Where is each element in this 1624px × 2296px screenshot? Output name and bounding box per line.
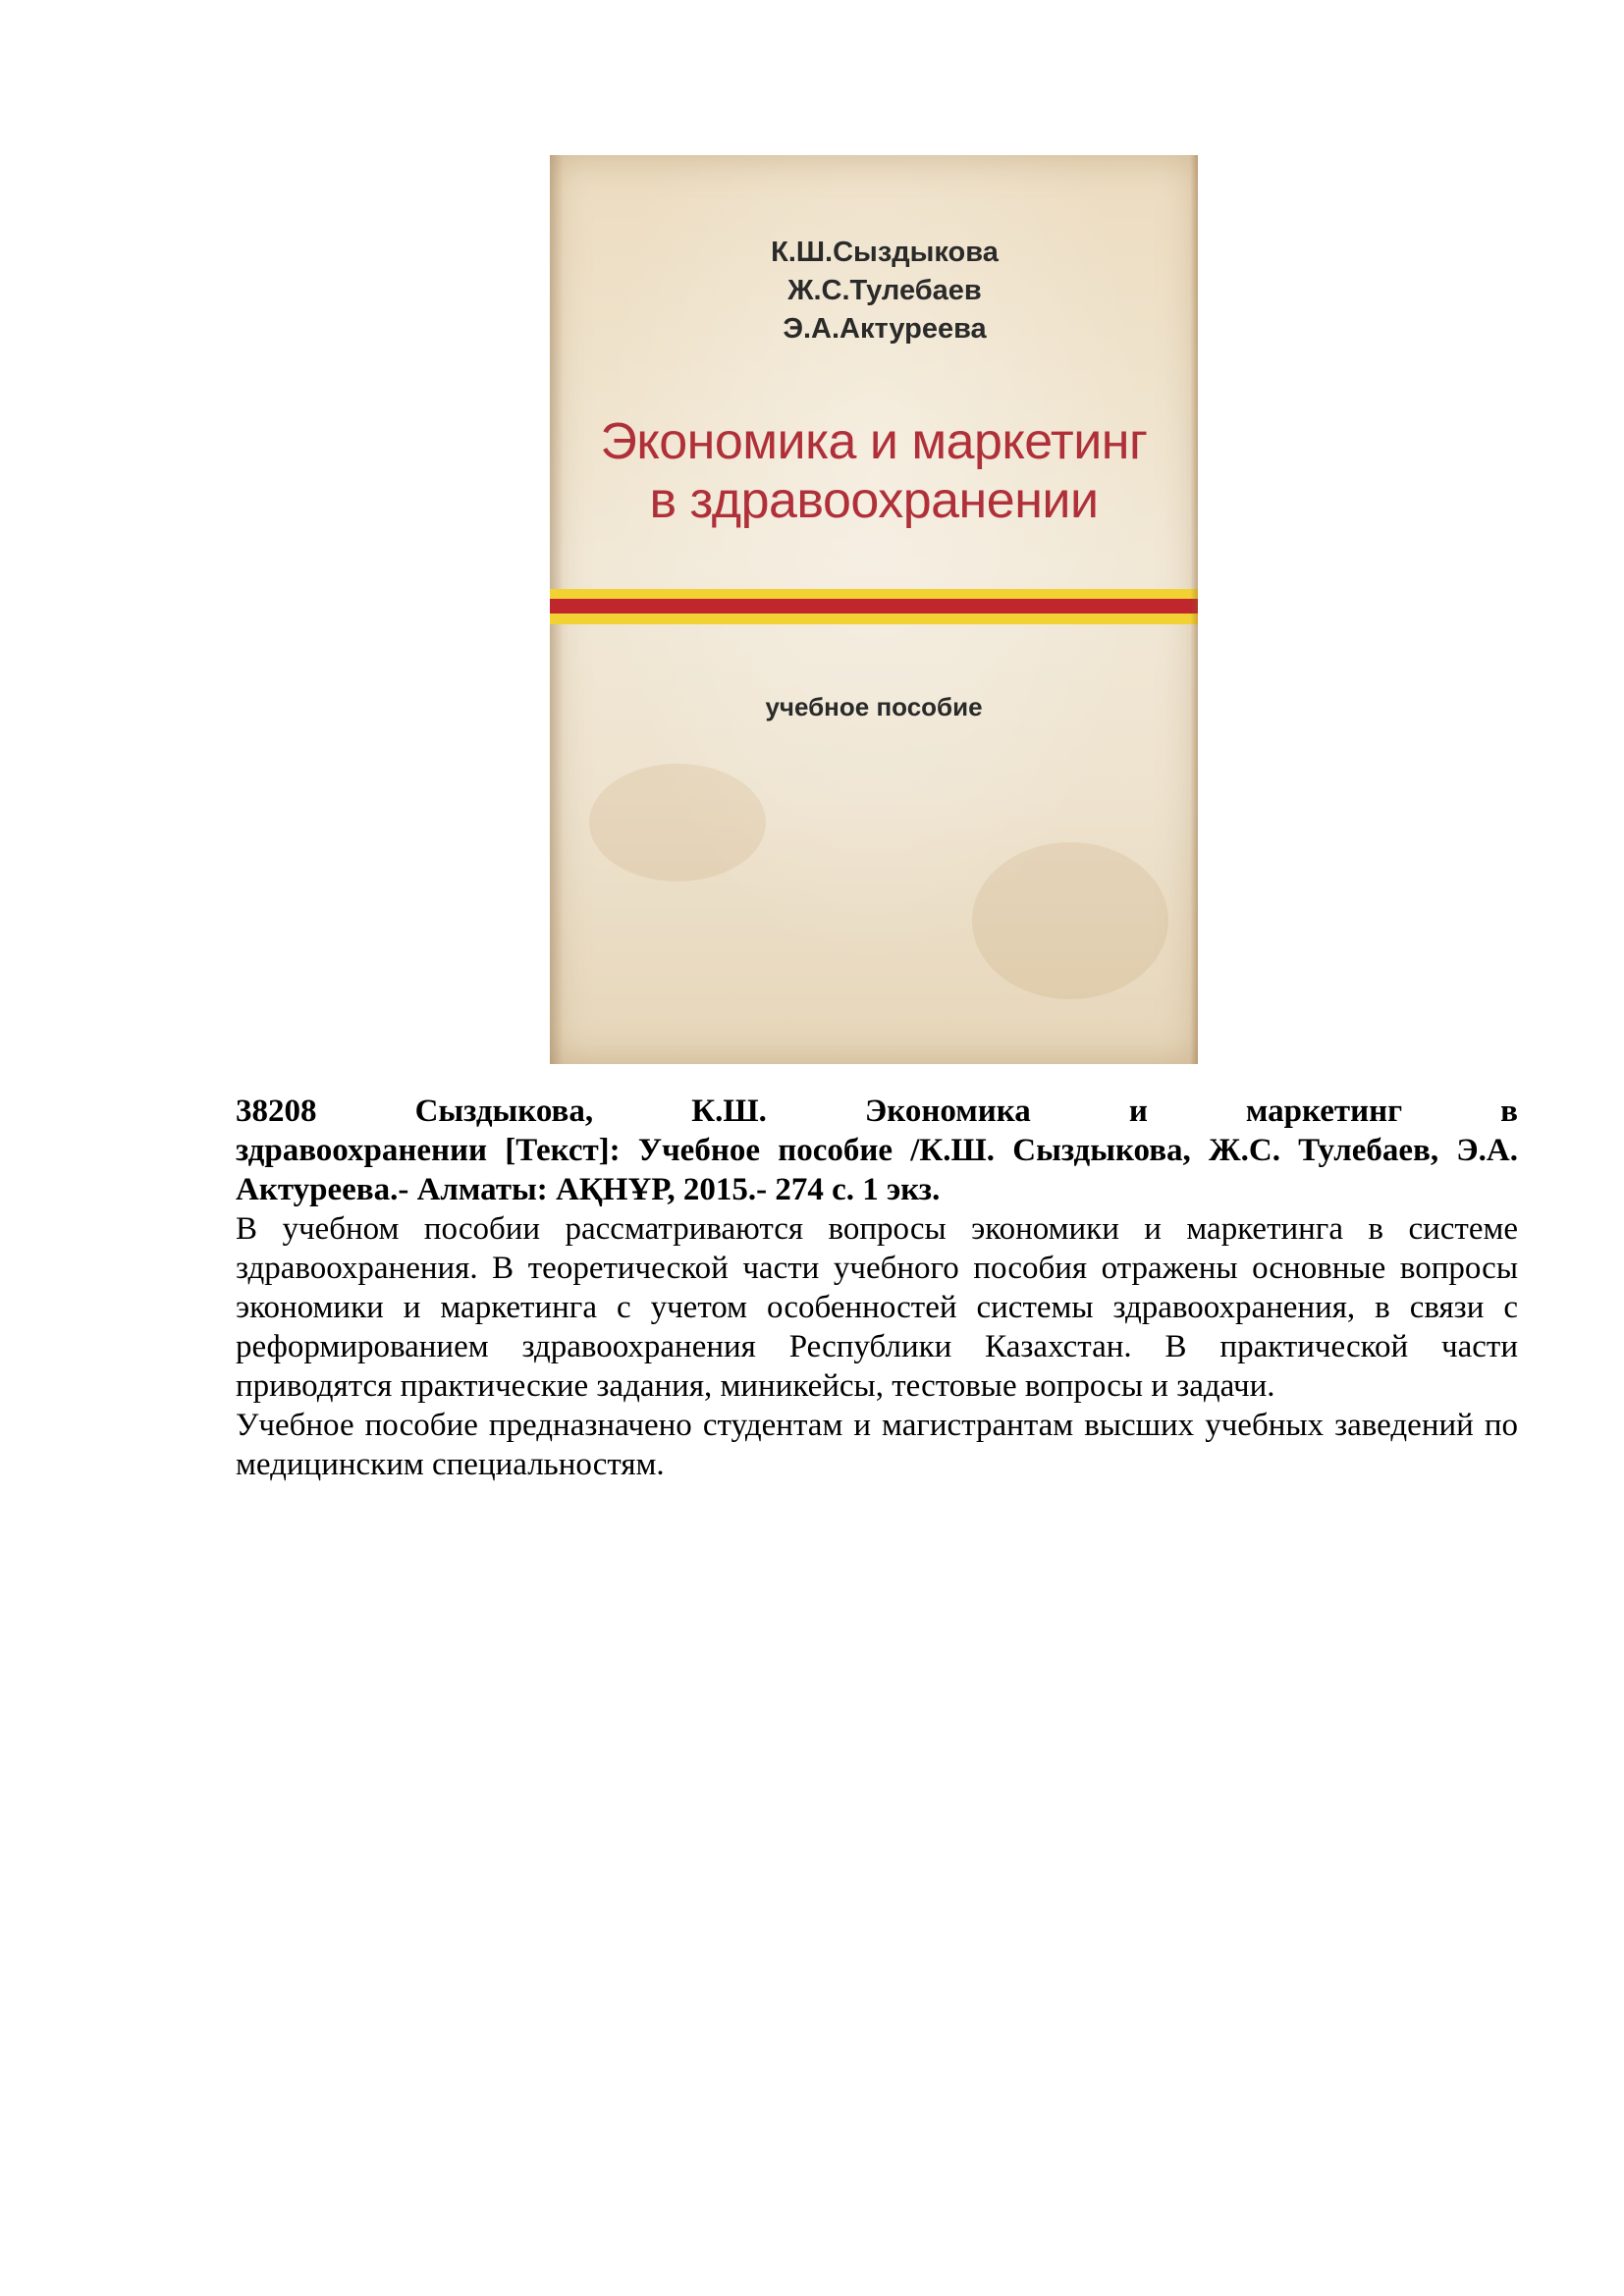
record-annotation-2: Учебное пособие предназначено студентам и магистрантам высших учебных заведений по медицинским специальностям.: [236, 1408, 1518, 1482]
cover-title-line-1: Экономика и маркетинг: [600, 413, 1148, 470]
cover-author-1: К.Ш.Сыздыкова: [771, 237, 999, 268]
record-heading-word: Экономика: [864, 1094, 1031, 1129]
cover-author-3: Э.А.Актуреева: [783, 313, 987, 345]
stripe-yellow-top: [550, 589, 1198, 599]
cover-author-2: Ж.С.Тулебаев: [787, 275, 982, 306]
cover-stripes: [550, 589, 1198, 624]
cover-subtitle: учебное пособие: [765, 692, 983, 721]
cover-stain: [589, 764, 766, 881]
cover-authors: [550, 234, 1198, 348]
record-annotation-1: В учебном пособии рассматриваются вопросы экономики и маркетинга в системе здравоохранения. В теоретической части учебного пособия отражены основные вопросы экономики и маркетинга с учетом особенностей системы здравоохранения, в связи с реформированием здравоохранения Республики Казахстан. В практической части приводятся практические задания, миникейсы, тестовые вопросы и задачи.: [236, 1211, 1518, 1404]
record-heading-word: в: [1500, 1094, 1518, 1129]
stripe-red: [550, 599, 1198, 614]
record-heading-word: маркетинг: [1245, 1094, 1403, 1129]
record-heading: [236, 1092, 1518, 1209]
stripe-yellow-bottom: [550, 614, 1198, 624]
record-heading-first-line: [236, 1092, 1518, 1131]
record-heading-rest: здравоохранении [Текст]: Учебное пособие /К.Ш. Сыздыкова, Ж.С. Тулебаев, Э.А. Актуреева.- Алматы: АҚНҰР, 2015.- 274 с. 1 экз.: [236, 1133, 1518, 1207]
record-heading-word: К.Ш.: [691, 1094, 767, 1129]
cover-stain: [972, 842, 1168, 999]
cover-title: [550, 412, 1198, 530]
record-heading-word: Сыздыкова,: [414, 1094, 594, 1129]
book-cover-image: [550, 155, 1198, 1064]
record-heading-word: и: [1128, 1094, 1148, 1129]
cover-title-line-2: в здравоохранении: [649, 472, 1099, 529]
record-number: 38208: [236, 1094, 317, 1129]
bibliographic-record: [236, 1092, 1518, 1484]
